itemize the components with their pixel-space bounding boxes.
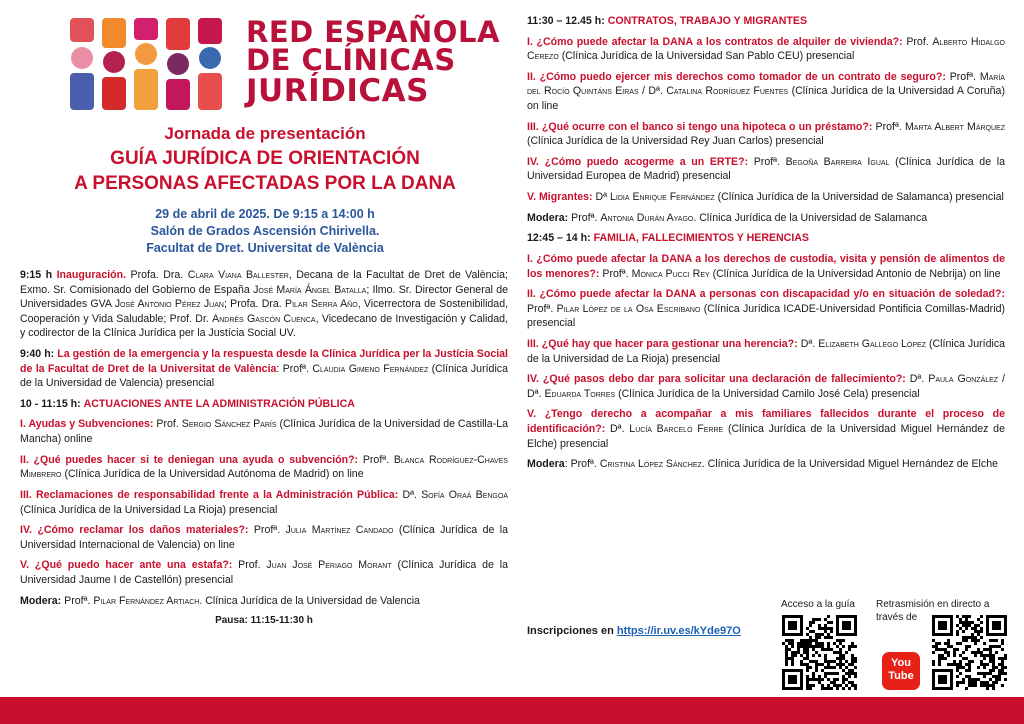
- speaker-name: Pilar López de la Osa Escribano: [556, 302, 701, 315]
- speaker-affiliation: (Clínica Jurídica de la Universidad Autónoma de Madrid) on line: [64, 468, 364, 481]
- speaker-name: Julia Martínez Candado: [285, 524, 394, 537]
- agenda-question: IV. ¿Qué pasos debo dar para solicitar una declaración de fallecimiento?:: [527, 373, 906, 386]
- left-program-column: [20, 268, 508, 628]
- speaker-name: José Antonio Pérez Juan: [114, 298, 224, 311]
- youtube-icon[interactable]: [882, 652, 920, 690]
- registration-link[interactable]: https://ir.uv.es/kYde97O: [616, 625, 741, 637]
- stream-qr-code-icon[interactable]: [932, 615, 1007, 690]
- event-faculty: Facultat de Dret. Universitat de València: [146, 241, 384, 255]
- speaker-name: Mónica Pucci Rey: [631, 267, 710, 280]
- break-label: Pausa: 11:15-11:30 h: [215, 615, 313, 627]
- speaker-name: Lidia Enrique Fernández: [610, 191, 715, 204]
- agenda-item: [527, 252, 1005, 281]
- agenda-question: V. Migrantes:: [527, 191, 593, 204]
- stream-label-2: través de: [876, 612, 918, 623]
- agenda-question: I. Ayudas y Subvenciones:: [20, 418, 154, 431]
- agenda-item: [527, 35, 1005, 64]
- speaker-affiliation: (Clínica Jurídica de la Universidad Antonio de Nebrija) on line: [712, 267, 1001, 280]
- registration-label: Inscripciones en: [527, 625, 614, 637]
- logo-line-3: JURÍDICAS: [246, 73, 429, 109]
- speaker-title: Dª.: [610, 423, 625, 436]
- speaker-affiliation: (Clínica Jurídica de la Universidad Internacional de Valencia) on line: [20, 524, 508, 551]
- stream-label-1: Retrasmisión en directo a: [876, 599, 990, 610]
- speaker-title: Profª.: [875, 120, 902, 133]
- red-clinicas-logo: [70, 15, 500, 110]
- agenda-question: II. ¿Cómo puede afectar la DANA a personas con discapacidad y/o en situación de soledad?:: [527, 288, 1005, 301]
- logo-line-2: DE CLÍNICAS: [246, 43, 456, 77]
- session-3-moderator: [527, 457, 1005, 472]
- event-header: [30, 122, 500, 257]
- inauguration-text: Profa. Dra.: [130, 269, 184, 281]
- speaker-title: : Profª.: [276, 362, 310, 375]
- speaker-name: Cristina López Sánchez: [599, 458, 702, 471]
- speaker-name: Clara Viana Ballester: [187, 269, 289, 281]
- speaker-title: Profª.: [602, 267, 629, 280]
- speaker-affiliation: (Clínica Jurídica de la Universidad San Pablo CEU) presencial: [561, 50, 855, 63]
- agenda-item: [20, 558, 508, 587]
- session-time: 10 - 11:15 h:: [20, 397, 81, 410]
- speaker-name: Antonia Durán Ayago: [600, 211, 694, 224]
- inauguration-block: [20, 268, 508, 341]
- speaker-affiliation: (Clínica Jurídica de la Universidad A Coruña) on line: [527, 85, 1005, 113]
- speaker-name: Alberto Hidalgo Cerezo: [527, 35, 1005, 63]
- speaker-affiliation: (Clínica Jurídica de la Universidad de La Rioja) presencial: [527, 337, 1006, 365]
- agenda-question: V. ¿Tengo derecho a acompañar a mis familiares fallecidos durante el proceso de identificación?:: [527, 408, 1005, 436]
- inauguration-text: , Decana de la Facultat de Dret de València; Exmo. Sr. Comisionado del Gobierno de España: [20, 269, 508, 296]
- speaker-affiliation: (Clínica Jurídica de la Universidad Miguel Hernández de Elche) presencial: [527, 423, 1005, 450]
- session-1-moderator: [20, 594, 508, 609]
- speaker-title: Dª.: [909, 373, 925, 386]
- speaker-title: Profª.: [362, 453, 390, 466]
- speaker-title: Dª: [595, 191, 608, 204]
- agenda-item: [527, 407, 1005, 451]
- moderator-label: Modera:: [20, 594, 62, 607]
- inauguration-text: , Vicerrectora de Sostenibilidad, Cooperación y Vida Saludable; Prof. Dr.: [20, 298, 509, 325]
- speaker-title: Dª.: [800, 337, 816, 350]
- agenda-question: IV. ¿Cómo puedo acogerme a un ERTE?:: [527, 155, 749, 168]
- speaker-name: Lucía Barceló Ferre: [629, 423, 724, 436]
- speaker-name: Paula González / Dª. Eduarda Torres: [527, 373, 1005, 400]
- inauguration-text: , Vicedecano de Investigación y Calidad, y codirector de la Clínica Jurídica per la Justícia Social UV.: [20, 312, 508, 340]
- speaker-affiliation: . Clínica Jurídica de la Universidad de Salamanca: [693, 211, 928, 224]
- agenda-item: [527, 287, 1005, 331]
- speaker-affiliation: (Clínica Jurídica de la Universidad Jaume I de Castellón) presencial: [20, 559, 508, 586]
- speaker-title: Prof.: [156, 418, 179, 431]
- speaker-name: Sofía Oraá Bengoa: [421, 488, 508, 501]
- logo-figures-icon: [70, 18, 240, 110]
- inauguration-time: 9:15 h: [20, 269, 53, 281]
- speaker-name: Blanca Rodríguez-Chaves Mimbrero: [20, 453, 508, 481]
- speaker-affiliation: (Clínica Jurídica de la Universidad Camilo José Cela) presencial: [618, 387, 920, 400]
- jornada-label: Jornada de presentación: [164, 124, 366, 143]
- agenda-item: [527, 372, 1005, 401]
- speaker-title: Prof.: [906, 35, 929, 48]
- agenda-item: [20, 417, 508, 446]
- agenda-question: V. ¿Qué puedo hacer ante una estafa?:: [20, 559, 233, 572]
- speaker-name: María del Rocío Quintáns Eiras / Dª. Catalina Rodríguez Fuentes: [527, 70, 1005, 98]
- speaker-name: Sergio Sánchez París: [181, 418, 277, 431]
- session-3-heading: [527, 231, 1005, 246]
- session-time: 11:30 – 12.45 h:: [527, 15, 605, 27]
- session-940-block: [20, 347, 508, 391]
- speaker-title: : Profª.: [564, 458, 597, 471]
- session-time: 9:40 h:: [20, 348, 55, 361]
- agenda-question: II. ¿Qué puedes hacer si te deniegan una ayuda o subvención?:: [20, 453, 359, 466]
- speaker-title: Profª.: [64, 594, 91, 607]
- speaker-title: Profª.: [949, 70, 976, 83]
- agenda-item: [527, 190, 1005, 205]
- session-2-moderator: [527, 211, 1005, 226]
- bottom-bar: [0, 697, 1024, 724]
- right-program-column: [527, 14, 1005, 478]
- speaker-name: Juan José Periago Morant: [266, 559, 392, 572]
- speaker-affiliation: (Clínica Jurídica de la Universidad La Rioja) presencial: [20, 503, 278, 516]
- agenda-item: [527, 120, 1005, 149]
- session-3-items: [527, 252, 1005, 451]
- guide-qr-code-icon[interactable]: [782, 615, 857, 690]
- speaker-affiliation: . Clínica Jurídica de la Universidad de Valencia: [199, 594, 420, 607]
- speaker-name: Andrés Gascón Cuenca: [212, 312, 316, 325]
- session-1-items: [20, 417, 508, 587]
- agenda-item: [527, 155, 1005, 184]
- speaker-name: Pilar Fernández Artiach: [93, 594, 200, 607]
- inauguration-text: ; Ilmo. Sr. Director General de Universidades GVA: [20, 283, 509, 311]
- moderator-label: Modera:: [527, 211, 569, 224]
- registration-line: [527, 624, 741, 639]
- speaker-affiliation: (Clínica Jurídica ICADE-Universidad Pontificia Comillas-Madrid) presencial: [527, 302, 1005, 330]
- agenda-item: [527, 70, 1005, 114]
- session-title: ACTUACIONES ANTE LA ADMINISTRACIÓN PÚBLICA: [83, 397, 355, 410]
- event-date: 29 de abril de 2025. De 9:15 a 14:00 h: [155, 207, 375, 221]
- logo-line-1: RED ESPAÑOLA: [246, 15, 500, 49]
- speaker-name: Pilar Serra Añó: [285, 298, 358, 311]
- agenda-question: I. ¿Cómo puede afectar la DANA a los derechos de custodia, visita y pensión de alimentos de los menores?:: [527, 252, 1005, 280]
- inauguration-title: Inauguración.: [56, 269, 127, 281]
- event-title-line-2: A PERSONAS AFECTADAS POR LA DANA: [74, 173, 456, 194]
- session-2-heading: [527, 14, 1005, 29]
- speaker-title: Profª.: [571, 211, 598, 224]
- guide-access-label: Acceso a la guía: [781, 599, 855, 610]
- session-title: La gestión de la emergencia y la respuesta desde la Clínica Jurídica per la Justícia Social de la Facultat de Dret de la Universitat de València: [20, 348, 508, 375]
- inauguration-text: ; Profa. Dra.: [223, 298, 282, 311]
- speaker-affiliation: (Clínica Jurídica de la Universidad Europea de Madrid) presencial: [527, 155, 1005, 183]
- youtube-label: You Tube: [888, 657, 914, 682]
- session-1-heading: [20, 397, 508, 412]
- session-title: CONTRATOS, TRABAJO Y MIGRANTES: [607, 15, 808, 27]
- speaker-title: Profª.: [527, 302, 554, 315]
- agenda-question: I. ¿Cómo puede afectar la DANA a los contratos de alquiler de vivienda?:: [527, 35, 903, 48]
- agenda-item: [20, 453, 508, 482]
- speaker-affiliation: . Clínica Jurídica de la Universidad Miguel Hernández de Elche: [701, 458, 998, 471]
- speaker-name: José María Ángel Batalla: [253, 283, 367, 296]
- speaker-title: Dª.: [402, 488, 417, 501]
- agenda-item: [20, 523, 508, 552]
- agenda-question: III. ¿Qué hay que hacer para gestionar una herencia?:: [527, 337, 798, 350]
- agenda-question: IV. ¿Cómo reclamar los daños materiales?:: [20, 524, 249, 537]
- session-2-items: [527, 35, 1005, 205]
- speaker-name: Begoña Barreira Igual: [785, 155, 890, 168]
- agenda-item: [527, 337, 1005, 366]
- speaker-affiliation: (Clínica Jurídica de la Universidad de Salamanca) presencial: [717, 191, 1004, 204]
- agenda-item: [20, 488, 508, 517]
- speaker-name: Elizabeth Gallego López: [818, 337, 926, 350]
- speaker-title: Prof.: [238, 559, 261, 572]
- speaker-affiliation: (Clínica Jurídica de la Universidad de Valencia) presencial: [20, 362, 508, 390]
- event-venue: Salón de Grados Ascensión Chirivella.: [150, 224, 380, 238]
- speaker-title: Profª.: [753, 155, 781, 168]
- agenda-question: III. Reclamaciones de responsabilidad frente a la Administración Pública:: [20, 488, 399, 501]
- speaker-name: Claudia Gimeno Fernández: [312, 362, 429, 375]
- agenda-question: II. ¿Cómo puedo ejercer mis derechos como tomador de un contrato de seguro?:: [527, 70, 946, 83]
- session-time: 12:45 – 14 h:: [527, 232, 591, 245]
- event-title-line-1: GUÍA JURÍDICA DE ORIENTACIÓN: [110, 148, 420, 169]
- speaker-affiliation: (Clínica Jurídica de la Universidad Rey Juan Carlos) presencial: [527, 135, 824, 148]
- session-title: FAMILIA, FALLECIMIENTOS Y HERENCIAS: [593, 232, 809, 245]
- speaker-title: Profª.: [253, 524, 281, 537]
- speaker-name: Marta Albert Márquez: [904, 120, 1005, 133]
- agenda-question: III. ¿Qué ocurre con el banco si tengo una hipoteca o un préstamo?:: [527, 120, 873, 133]
- speaker-affiliation: (Clínica Jurídica de la Universidad de Castilla-La Mancha) online: [20, 418, 508, 446]
- moderator-label: Modera: [527, 458, 565, 471]
